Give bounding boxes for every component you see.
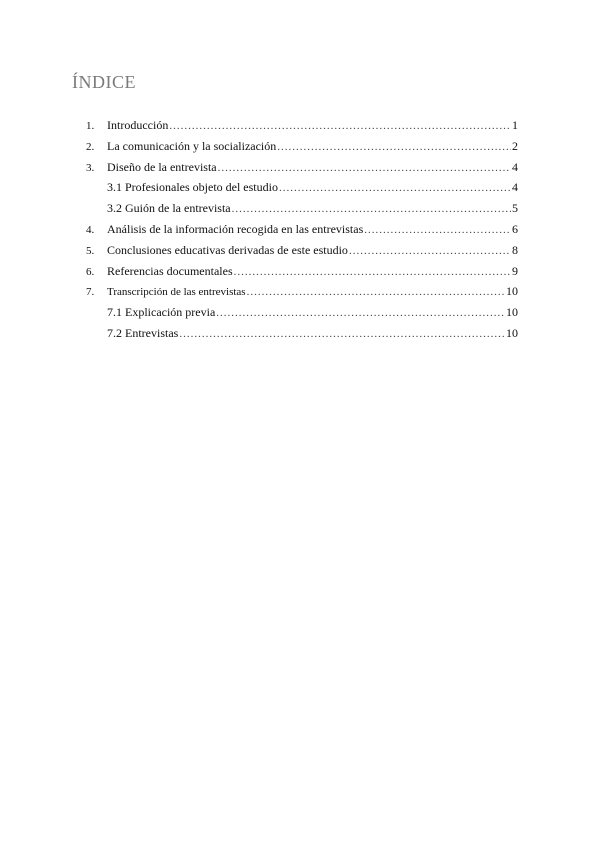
toc-entry-page: 8 [512, 242, 518, 257]
toc-leader-dots [179, 328, 505, 340]
toc-entry-page: 6 [512, 221, 518, 236]
toc-leader-dots [218, 162, 511, 174]
toc-subentry-explicacion[interactable] [86, 305, 518, 326]
toc-entry-conclusiones[interactable] [86, 243, 518, 264]
toc-entry-text: La comunicación y la socialización [107, 138, 277, 153]
toc-entry-number: 5. [86, 244, 95, 257]
toc-entry-number: 1. [86, 120, 95, 132]
toc-entry-page: 10 [506, 284, 518, 299]
toc-entry-text: Introducción [107, 118, 169, 132]
toc-entry-number: 2. [86, 140, 95, 153]
toc-entry-text: 7.1 Explicación previa [107, 305, 216, 320]
toc-entry-referencias[interactable] [86, 264, 518, 285]
toc-entry-transcripcion[interactable] [86, 284, 518, 305]
toc-entry-page: 1 [512, 118, 518, 132]
toc-entry-text: 7.2 Entrevistas [107, 325, 179, 340]
toc-entry-text: 3.1 Profesionales objeto del estudio [107, 180, 278, 195]
toc-leader-dots [279, 182, 511, 194]
toc-entry-number: 3. [86, 161, 95, 174]
toc-entry-text: Transcripción de las entrevistas [107, 286, 246, 299]
toc-entry-text: Referencias documentales [107, 263, 233, 278]
toc-entry-comunicacion[interactable] [86, 139, 518, 160]
toc-entry-diseno[interactable] [86, 160, 518, 181]
toc-entry-text: Diseño de la entrevista [107, 159, 217, 174]
toc-list [86, 118, 518, 347]
toc-entry-number: 4. [86, 223, 95, 236]
toc-title: ÍNDICE [72, 72, 136, 92]
toc-leader-dots [169, 120, 511, 132]
toc-leader-dots [216, 307, 505, 319]
toc-entry-text: 3.2 Guión de la entrevista [107, 201, 231, 216]
toc-entry-introduccion[interactable] [86, 118, 518, 139]
toc-entry-page: 4 [512, 159, 518, 174]
toc-entry-text: Conclusiones educativas derivadas de este estudio [107, 242, 348, 257]
toc-entry-number: 6. [86, 265, 95, 278]
toc-leader-dots [247, 286, 505, 298]
toc-entry-page: 5 [512, 201, 518, 216]
toc-entry-page: 4 [512, 180, 518, 195]
toc-leader-dots [364, 224, 511, 236]
toc-entry-analisis[interactable] [86, 222, 518, 243]
toc-entry-page: 10 [506, 325, 518, 340]
toc-entry-page: 2 [512, 138, 518, 153]
toc-leader-dots [234, 266, 511, 278]
toc-leader-dots [349, 245, 511, 257]
toc-leader-dots [232, 203, 511, 215]
toc-subentry-profesionales[interactable] [86, 180, 518, 201]
toc-entry-page: 9 [512, 263, 518, 278]
toc-leader-dots [277, 141, 511, 153]
toc-subentry-entrevistas[interactable] [86, 326, 518, 347]
toc-subentry-guion[interactable] [86, 201, 518, 222]
toc-entry-number: 7. [86, 286, 95, 299]
toc-entry-page: 10 [506, 305, 518, 320]
toc-entry-text: Análisis de la información recogida en las entrevistas [107, 221, 364, 236]
